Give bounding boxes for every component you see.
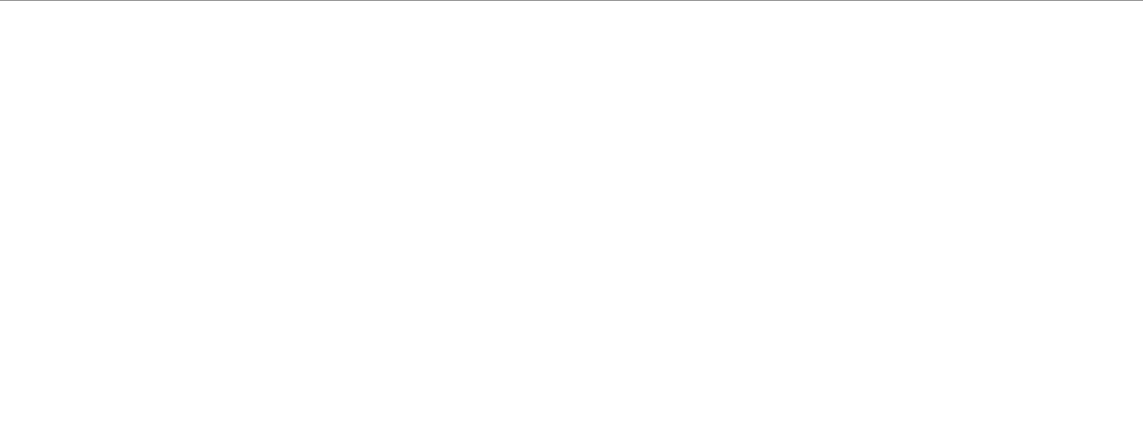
risk-of-bias-table [0, 0, 1143, 1]
